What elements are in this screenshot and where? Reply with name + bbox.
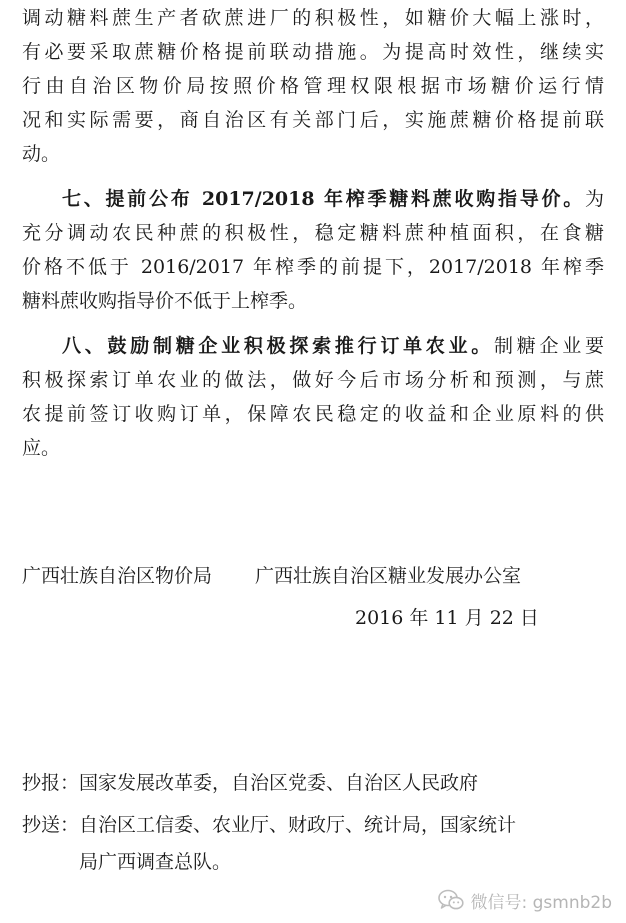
cc-send-label: 抄送： bbox=[22, 814, 80, 836]
signature-date: 2016 年 11 月 22 日 bbox=[355, 607, 539, 629]
para6-line-1: 调动糖料蔗生产者砍蔗进厂的积极性，如糖价大幅上涨时， bbox=[22, 7, 604, 29]
para7-first-rest: 为 bbox=[584, 188, 604, 210]
para8-line-4: 应。 bbox=[22, 437, 61, 459]
para7-heading: 七、提前公布 2017/2018 年榨季糖料蔗收购指导价。 bbox=[62, 188, 585, 210]
signature-org-price-bureau: 广西壮族自治区物价局 bbox=[22, 565, 213, 587]
para7-line-2: 充分调动农民种蔗的积极性，稳定糖料蔗种植面积，在食糖 bbox=[22, 222, 604, 244]
cc-send-line-1: 自治区工信委、农业厅、财政厅、统计局，国家统计 bbox=[79, 814, 517, 836]
signature-org-sugar-office: 广西壮族自治区糖业发展办公室 bbox=[255, 565, 522, 587]
cc-report-row bbox=[22, 770, 478, 796]
cc-report-label: 抄报： bbox=[22, 772, 80, 794]
para6-line-4: 况和实际需要，商自治区有关部门后，实施蔗糖价格提前联 bbox=[22, 109, 604, 131]
para7-line-3: 价格不低于 2016/2017 年榨季的前提下，2017/2018 年榨季 bbox=[22, 256, 604, 278]
para8-line-3: 农提前签订收购订单，保障农民稳定的收益和企业原料的供 bbox=[22, 403, 604, 425]
para7-line-4: 糖料蔗收购指导价不低于上榨季。 bbox=[22, 290, 308, 312]
para6-line-5: 动。 bbox=[22, 143, 61, 165]
watermark-text: 微信号: gsmnb2b bbox=[470, 892, 612, 913]
cc-report-text: 国家发展改革委，自治区党委、自治区人民政府 bbox=[79, 772, 479, 794]
para7-first-line bbox=[62, 186, 604, 212]
para8-line-2: 积极探索订单农业的做法，做好今后市场分析和预测，与蔗 bbox=[22, 369, 604, 391]
para8-first-rest: 制糖企业要 bbox=[494, 335, 604, 357]
cc-send-line-2: 局广西调查总队。 bbox=[79, 851, 232, 873]
wechat-icon bbox=[438, 889, 464, 911]
para8-heading: 八、鼓励制糖企业积极探索推行订单农业。 bbox=[62, 335, 495, 357]
watermark bbox=[438, 887, 612, 913]
para8-first-line bbox=[62, 333, 604, 359]
cc-send-row bbox=[22, 812, 516, 838]
para6-line-2: 有必要采取蔗糖价格提前联动措施。为提高时效性，继续实 bbox=[22, 41, 604, 63]
para6-line-3: 行由自治区物价局按照价格管理权限根据市场糖价运行情 bbox=[22, 75, 604, 97]
